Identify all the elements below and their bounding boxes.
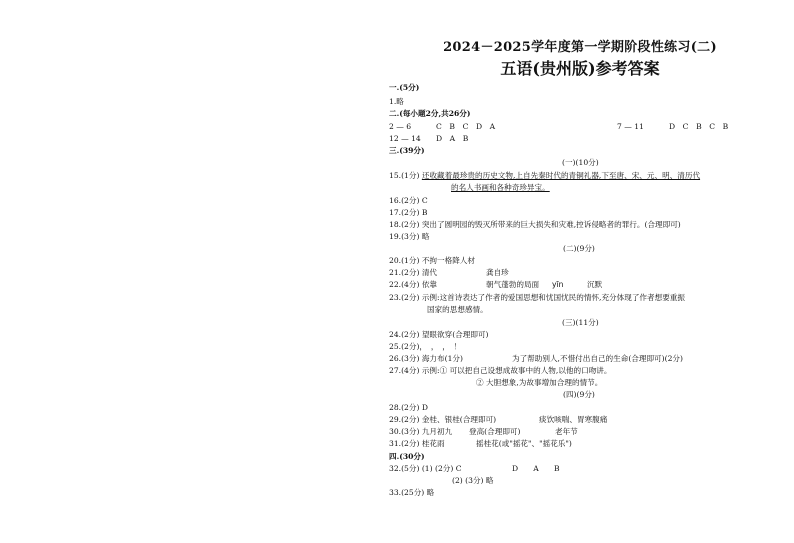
answer-line	[389, 415, 608, 425]
answer-line	[389, 280, 603, 290]
answer-choices: C B C D A	[436, 122, 496, 131]
answer-line: 23.(2分) 示例:这首诗表达了作者的爱国思想和忧国忧民的情怀,充分体现了作者想要重振	[389, 293, 685, 302]
answer-line	[389, 268, 509, 278]
answer-choices: D C B C B	[669, 122, 729, 131]
group-heading: (三)(11分)	[562, 318, 599, 327]
section-heading: 一.(5分)	[389, 83, 420, 92]
answer-part: 32.(5分) (1) (2分) C	[389, 464, 462, 473]
answer-line: (2) (3分) 略	[452, 476, 494, 485]
answer-line: 19.(3分) 略	[389, 232, 430, 241]
pinyin: yīn	[552, 280, 564, 289]
group-heading: (二)(9分)	[563, 244, 595, 253]
answer-part: 登高(合理即可)	[469, 427, 521, 436]
answer-part: 为了帮助别人,不惜付出自己的生命(合理即可)(2分)	[512, 354, 683, 363]
answer-part: 30.(3分) 九月初九	[389, 427, 453, 436]
answer-part: 22.(4分) 依靠	[389, 280, 438, 289]
answer-continuation: 国家的思想感情。	[427, 305, 488, 314]
answer-line	[389, 439, 572, 449]
answer-text: 还收藏着最珍贵的历史文物,上自先秦时代的青铜礼器,下至唐、宋、元、明、清历代	[421, 171, 701, 180]
answer-choices: D A B	[436, 134, 469, 143]
answer-line: 27.(4分) 示例:① 可以把自己设想成故事中的人物,以他的口吻讲。	[389, 366, 612, 375]
question-range: 2 — 6	[389, 122, 412, 131]
question-number: 15.(1分)	[389, 171, 420, 180]
section-heading: 三.(39分)	[389, 146, 425, 155]
answer-line: 18.(2分) 突出了圆明园的毁灭所带来的巨大损失和灾难,控诉侵略者的罪行。(合理即可)	[389, 220, 681, 229]
answer-part: 龚自珍	[486, 268, 509, 277]
answer-part: 21.(2分) 清代	[389, 268, 438, 277]
answer-line: 16.(2分) C	[389, 196, 428, 205]
answer-line	[389, 171, 700, 181]
answer-part: 痰饮咳喘、胃寒腹痛	[539, 415, 608, 424]
answer-part: 老年节	[555, 427, 578, 436]
answer-line: 24.(2分) 望眼欲穿(合理即可)	[389, 330, 489, 339]
question-range: 7 — 11	[617, 122, 644, 131]
answer-line: 28.(2分) D	[389, 403, 428, 412]
answer-part: 沉默	[587, 280, 603, 289]
answer-continuation: 的名人书画和各种奇珍异宝。	[451, 183, 550, 192]
answer-line	[389, 464, 560, 474]
answer-line: 1.略	[389, 97, 404, 106]
answer-line	[389, 354, 683, 364]
answer-line	[389, 427, 578, 437]
section-heading: 四.(30分)	[389, 452, 425, 461]
answer-part: 26.(3分) 海力布(1分)	[389, 354, 463, 363]
answer-part: 31.(2分) 桂花雨	[389, 439, 445, 448]
answer-continuation: ② 大胆想象,为故事增加合理的情节。	[476, 378, 603, 387]
answer-part: 摇桂花(或"摇花"、"摇花乐")	[476, 439, 572, 448]
answer-line: 20.(1分) 不拘一格降人材	[389, 256, 475, 265]
document-subtitle: 五语(贵州版)参考答案	[500, 59, 660, 78]
answer-part: 朝气蓬勃的局面	[486, 280, 540, 289]
answer-line	[389, 122, 729, 132]
answer-part: D A B	[512, 464, 560, 473]
document-title: 2024－2025学年度第一学期阶段性练习(二)	[443, 40, 717, 55]
question-range: 12 — 14	[389, 134, 421, 143]
answer-line	[389, 134, 469, 144]
answer-line: 25.(2分)， ， ， ！	[389, 342, 462, 351]
group-heading: (一)(10分)	[562, 158, 599, 167]
answer-line: 33.(25分) 略	[389, 488, 435, 497]
group-heading: (四)(9分)	[563, 390, 595, 399]
section-heading: 二.(每小题2分,共26分)	[389, 109, 471, 118]
answer-line: 17.(2分) B	[389, 208, 428, 217]
answer-part: 29.(2分) 金桂、银桂(合理即可)	[389, 415, 497, 424]
